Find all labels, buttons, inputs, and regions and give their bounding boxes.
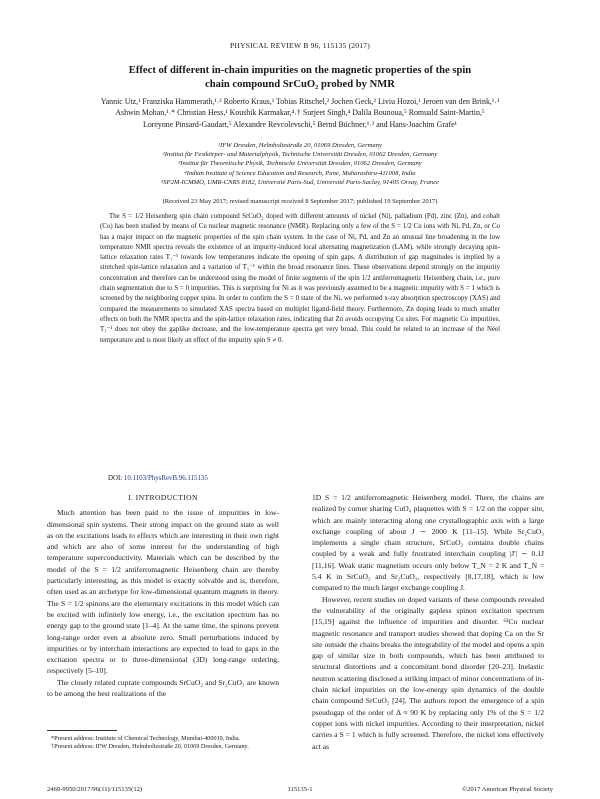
paragraph: Much attention has been paid to the issue of impurities in low-dimensional spin systems. Their strong impact on the ground state as well as on the excitations leads to effects which are interesting in their own right and which are also of some interest for the understanding of high temperature superconductivity. Materials which can be described by the model of the S = 1/2 antiferromagnetic Heisenberg chain are thereby particularly interesting, as this model is exactly solvable and is, therefore, often used as an archetype for low-dimensional quantum magnets in theory. The S = 1/2 spinons are the elementary excitations in this model which can be excited with infinitely low energy, i.e., the excitation spectrum has no energy gap to the ground state [1–4]. At the same time, the spinons prevent long-range order even at absolute zero. Small perturbations induced by impurities or by interchain interactions are expected to lead to gaps in the excitation spectra or to three-dimensional (3D) long-range ordering, respectively [5–10].: [47, 508, 279, 676]
abstract-text: The S = 1/2 Heisenberg spin chain compound SrCuO₂ doped with different amounts of nickel (Ni), palladium (Pd), zinc (Zn), and cobalt (Co) has been studied by means of Cu nuclear magnetic resonance (NMR). Replacing only a few of the S = 1/2 Cu ions with Ni, Pd, Zn, or Co has a major impact on the magnetic properties of the spin chain system. In the case of Ni, Pd, and Zn an unusual line broadening in the low temperature NMR spectra reveals the existence of an impurity-induced local alternating magnetization (LAM), while strongly decaying spin-lattice relaxation rates T₁⁻¹ towards low temperatures indicate the opening of spin gaps. A distribution of gap magnitudes is implied by a stretched spin-lattice relaxation and a variation of T₁⁻¹ within the broad resonance lines. These observations depend strongly on the impurity concentration and therefore can be understood using the model of finite segments of the spin 1/2 antiferromagnetic Heisenberg chain, i.e., pure chain segmentation due to S = 0 impurities. This is surprising for Ni as it was previously assumed to be a magnetic impurity with S = 1 which is screened by the neighboring copper spins. In order to confirm the S = 0 state of the Ni, we performed x-ray absorption spectroscopy (XAS) and compared the measurements to simulated XAS spectra based on multiplet ligand-field theory. Furthermore, Zn doping leads to much smaller effects on both the NMR spectra and the spin-lattice relaxation rates, indicating that Zn avoids occupying Cu sites. For magnetic Co impurities, T₁⁻¹ does not obey the gaplike decrease, and the low-temperature spectra get very broad. This could be related to an increase of the Néel temperature and is most likely an effect of the impurity spin S ≠ 0.: [100, 213, 500, 344]
affiliation: ¹IFW Dresden, Helmholtzstraße 20, 01069 Dresden, Germany: [218, 142, 382, 149]
affiliation: ⁵SP2M-ICMMO, UMR-CNRS 8182, Université Paris-Sud, Université Paris-Saclay, 91405 Orsay, France: [160, 178, 440, 186]
footnotes: [47, 735, 279, 752]
received-dates: (Received 23 May 2017; revised manuscript received 8 September 2017; published 19 September 2017): [162, 198, 438, 205]
paragraph: The closely related cuprate compounds SrCuO₂ and Sr₂CuO₃ are known to be among the best realizations of the: [47, 677, 279, 699]
title-line-2: chain compound SrCuO₂ probed by NMR: [205, 78, 395, 90]
author-list: [68, 96, 532, 130]
footnote: †Present address: IFW Dresden, Helmholtzstraße 20, 01069 Dresden, Germany.: [51, 743, 249, 751]
affiliation: ⁴Indian Institute of Science Education and Research, Pune, Maharashtra-411008, India: [184, 169, 416, 177]
footer-copyright: ©2017 American Physical Society: [462, 786, 553, 793]
paragraph: However, recent studies on doped variants of these compounds revealed the vulnerability of the originally gapless spinon excitation spectrum [15,19] against the influence of impurities and disorder. ⁶³Cu nuclear magnetic resonance and transport studies showed that doping Ca on the Sr site outside the chains breaks the integrability of the model and opens a spin gap of similar size in both compounds, which has been attributed to structural distortions and a concomitant bond disorder [20–23]. Inelastic neutron scattering disclosed a striking impact of minor concentrations of in-chain nickel impurities on the low-energy spin dynamics of the double chain compound SrCuO₂ [24]. The authors report the emergence of a spin pseudogap of the order of Δ ≈ 90 K by replacing only 1% of the S = 1/2 copper ions with nickel impurities. According to their interpretation, nickel carries a S = 1 which is fully screened. Therefore, the nickel ions effectively act as: [312, 594, 544, 751]
footnote-divider: [47, 730, 117, 731]
affiliation: ²Institut für Festkörper- und Materialphysik, Technische Universität Dresden, 01062 Dresden, Germany: [162, 151, 438, 159]
section-heading: I. INTRODUCTION: [128, 493, 198, 502]
affiliation: ³Institut für Theoretische Physik, Technische Universität Dresden, 01062 Dresden, Germany: [178, 160, 422, 168]
journal-header: PHYSICAL REVIEW B 96, 115135 (2017): [229, 41, 371, 50]
doi-line: [108, 475, 208, 482]
author-line: Yannic Utz,¹ Franziska Hammerath,¹˒² Roberto Kraus,¹ Tobias Ritschel,² Jochen Geck,² Liviu Hozoi,¹ Jeroen van den Brink,¹˒³: [100, 97, 500, 106]
doi-link[interactable]: 10.1103/PhysRevB.96.115135: [123, 475, 208, 482]
footnote: *Present address: Institute of Chemical Technology, Mumbai-400019, India.: [51, 735, 241, 742]
doi-label: DOI:: [108, 475, 123, 482]
paragraph: 1D S = 1/2 antiferromagnetic Heisenberg model. There, the chains are realized by corner sharing CuO₄ plaquettes with S = 1/2 on the copper site, which are mainly interacting along one crystallographic axis with a large exchange coupling of about J ∼ 2000 K [11–15]. While Sr₂CuO₃ implements a single chain structure, SrCuO₂ contains double chains coupled by a weak and fully frustrated interchain coupling |J′| ∼ 0.1J [11,16]. Weak static magnetism occurs only below T_N = 2 K and T_N = 5.4 K in SrCuO₂ and Sr₂CuO₃, respectively [8,17,18], which is low compared to the much larger exchange coupling J.: [312, 493, 544, 593]
affiliation-list: [80, 141, 520, 187]
paper-title: [95, 64, 505, 91]
footer-page-number: 115135-1: [287, 786, 313, 793]
footer-issn: 2469-9950/2017/96(11)/115135(12): [47, 786, 143, 793]
left-column: [47, 492, 279, 699]
right-column: [312, 492, 544, 752]
author-line: Loreynne Pinsard-Gaudart,⁵ Alexandre Revcolevschi,⁵ Bernd Büchner,¹˒² and Hans-Joachim Grafe¹: [143, 119, 457, 129]
title-line-1: Effect of different in-chain impurities on the magnetic properties of the spin: [128, 65, 472, 76]
abstract: [100, 212, 500, 346]
author-line: Ashwin Mohan,¹˒* Christian Hess,¹ Koushik Karmakar,⁴˒† Surjeet Singh,⁴ Dalila Bounoua,⁵ Romuald Saint-Martin,⁵: [115, 108, 485, 118]
